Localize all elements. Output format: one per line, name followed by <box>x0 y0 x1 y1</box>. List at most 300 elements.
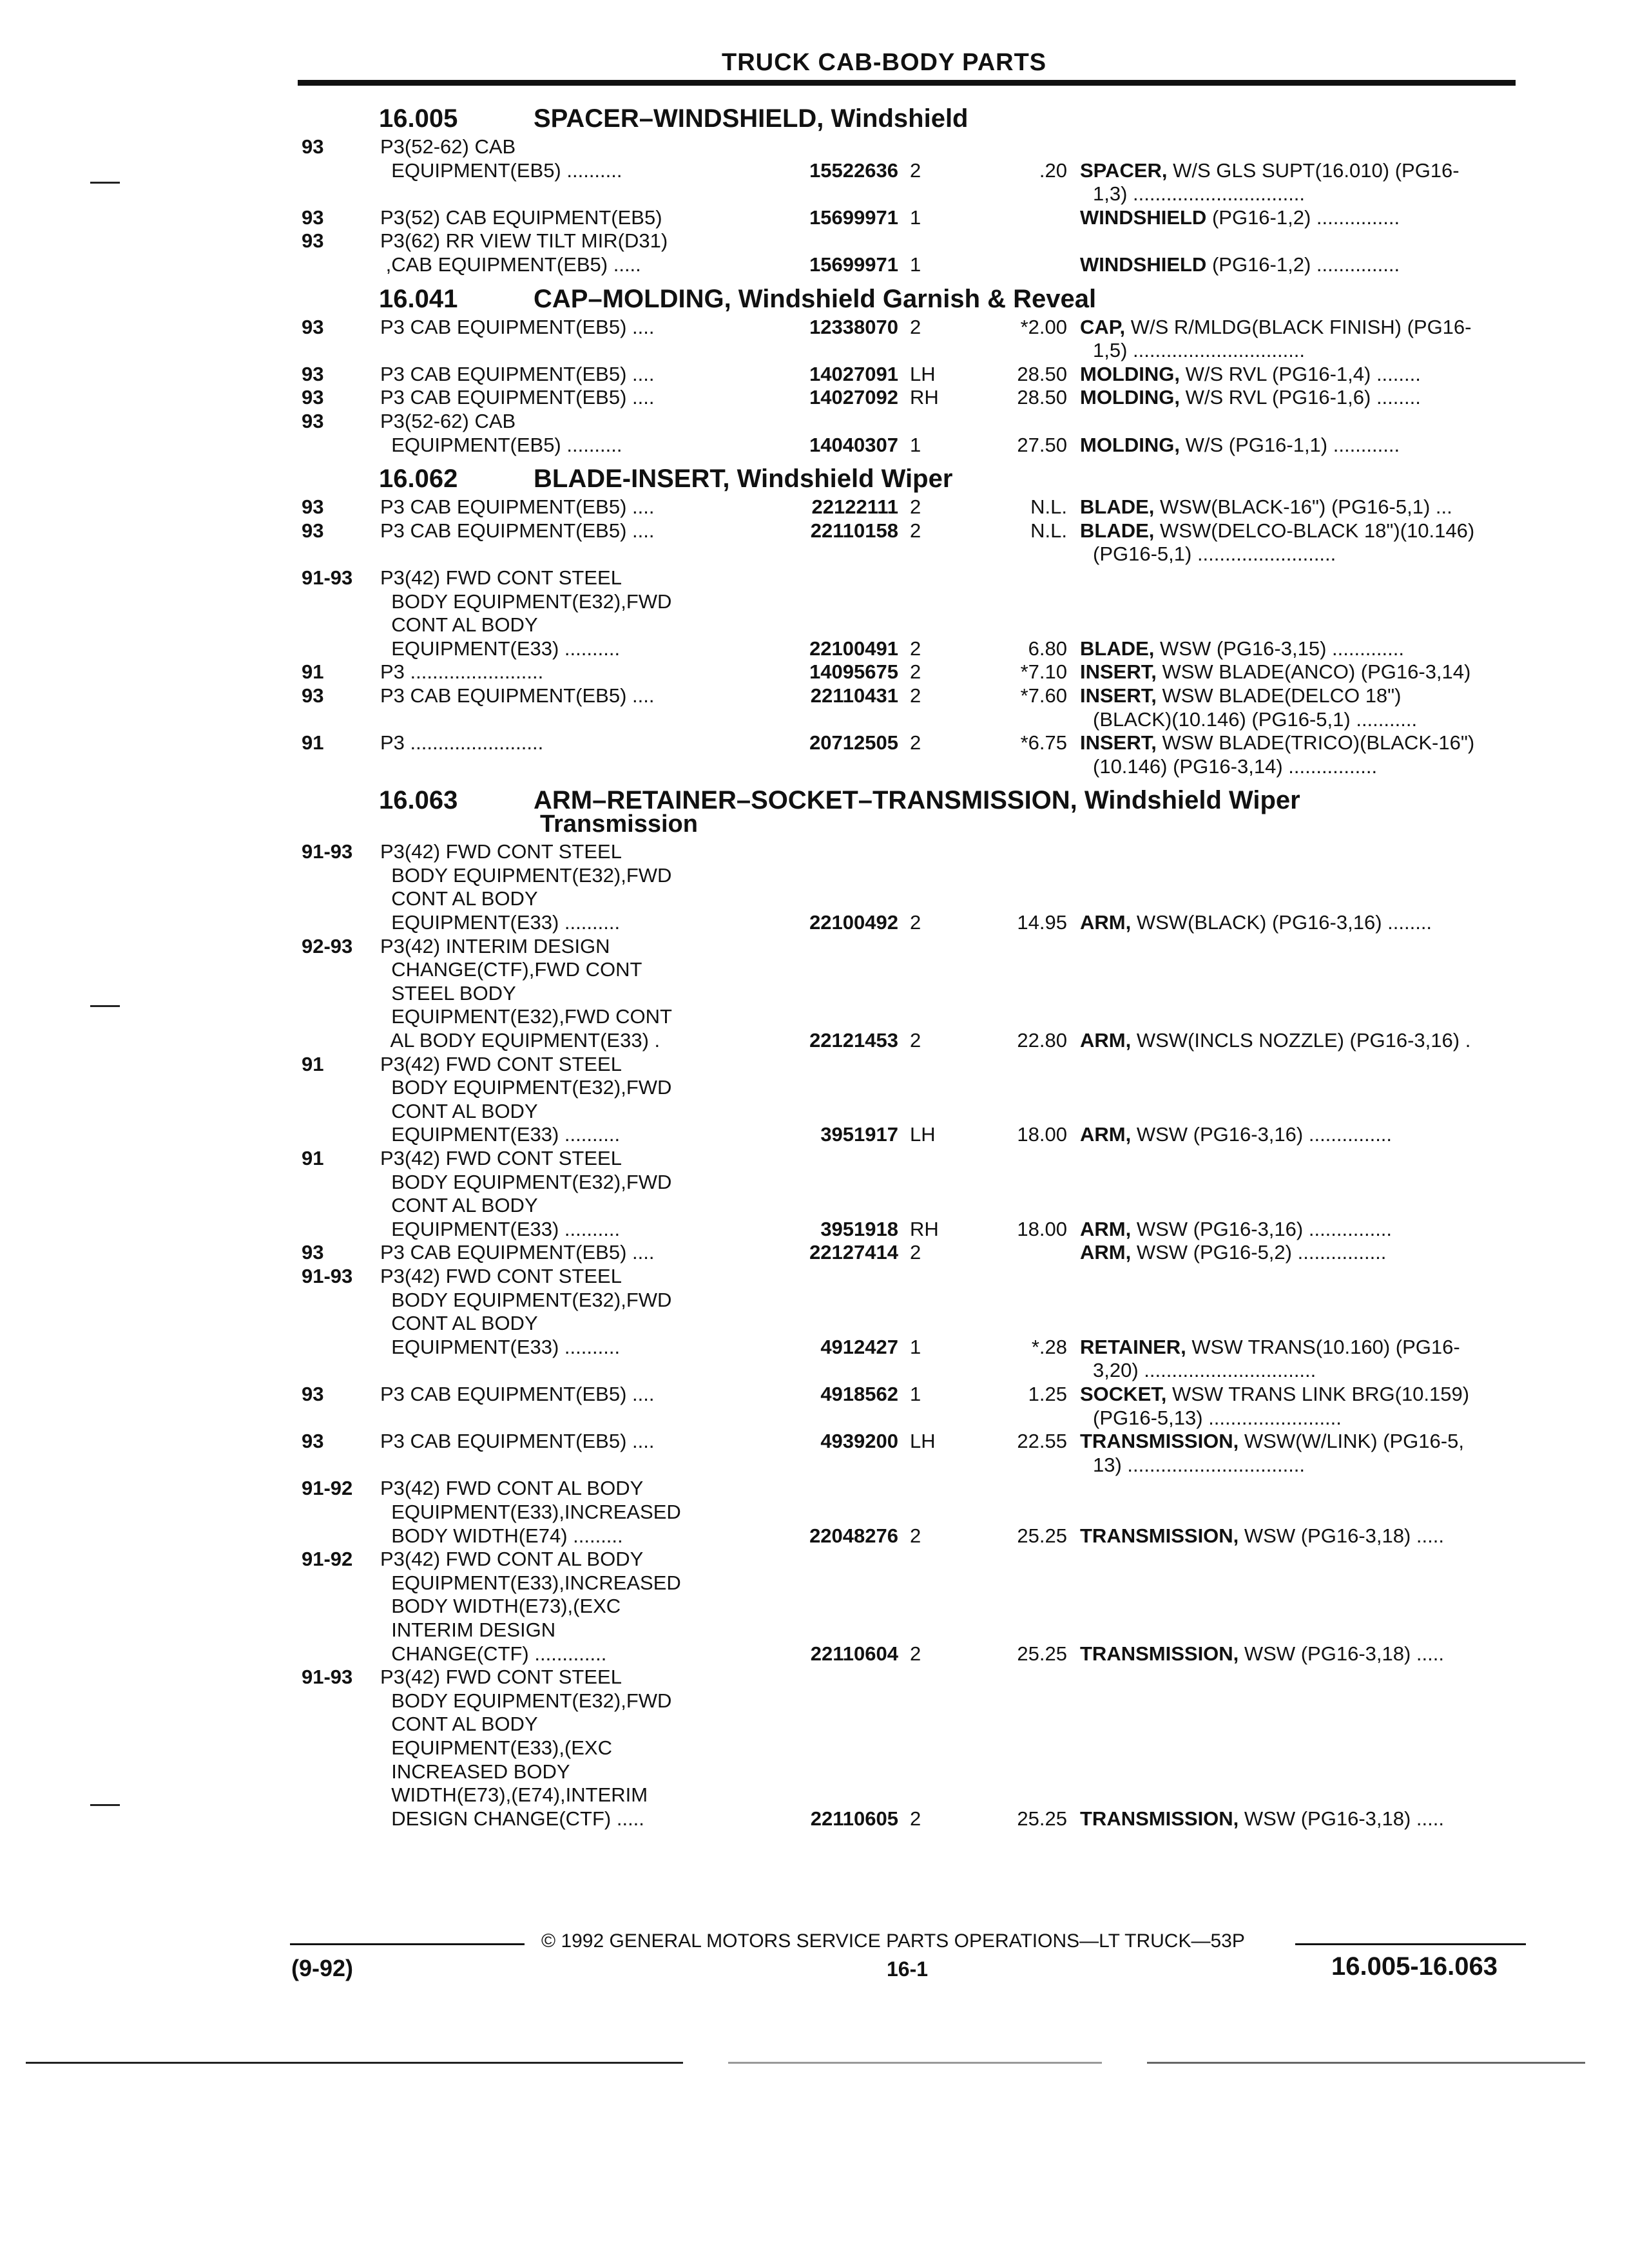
part-name-keyword: TRANSMISSION, <box>1080 1807 1239 1830</box>
part-name-line <box>1080 1430 1531 1454</box>
part-name-detail: W/S RVL (PG16-1,6) ........ <box>1185 386 1421 409</box>
application-description <box>380 840 999 934</box>
part-number: 22127414 <box>809 1241 898 1264</box>
part-name-line <box>1080 316 1531 340</box>
table-row <box>284 410 1527 457</box>
model-year: 91-92 <box>302 1548 353 1571</box>
application-description <box>380 660 999 684</box>
description-line: P3(42) FWD CONT STEEL <box>380 840 622 863</box>
part-name-line <box>1080 1241 1531 1265</box>
table-row <box>284 684 1527 731</box>
part-name-detail: WSW(W/LINK) (PG16-5, <box>1244 1430 1464 1453</box>
part-name-line <box>1080 386 1531 410</box>
section-number: 16.063 <box>379 786 458 815</box>
description-line: P3 CAB EQUIPMENT(EB5) .... <box>380 315 655 338</box>
quantity: LH <box>910 1430 936 1453</box>
footer-section-range: 16.005-16.063 <box>1331 1952 1498 1981</box>
model-year: 92-93 <box>302 934 353 957</box>
part-name-detail: WSW(INCLS NOZZLE) (PG16-3,16) . <box>1136 1029 1471 1052</box>
section-title: SPACER–WINDSHIELD, Windshield <box>534 104 969 133</box>
part-name-detail: WSW (PG16-3,16) ............... <box>1136 1123 1393 1146</box>
table-row <box>284 840 1527 934</box>
part-name-detail: WSW BLADE(DELCO 18") <box>1162 684 1402 707</box>
application-description <box>380 519 999 543</box>
price: *7.10 <box>1020 660 1067 684</box>
part-name-detail: W/S R/MLDG(BLACK FINISH) (PG16- <box>1130 315 1472 338</box>
part-name-detail: WSW BLADE(TRICO)(BLACK-16") <box>1162 731 1475 754</box>
application-description <box>380 1147 999 1241</box>
table-row <box>284 1548 1527 1666</box>
part-name-line <box>1080 363 1531 387</box>
part-name-detail: WSW (PG16-3,18) ..... <box>1244 1642 1444 1665</box>
part-name-keyword: INSERT, <box>1080 731 1157 754</box>
price: 1.25 <box>1028 1383 1067 1406</box>
part-name <box>1080 1807 1531 1831</box>
section-number: 16.062 <box>379 465 458 494</box>
description-line: BODY EQUIPMENT(E32),FWD <box>380 1076 672 1099</box>
price: *.28 <box>1031 1335 1067 1358</box>
description-line: STEEL BODY <box>380 981 516 1004</box>
description-line: EQUIPMENT(E33) .......... <box>380 1335 621 1358</box>
section-heading <box>284 459 1527 495</box>
model-year: 93 <box>302 1383 324 1406</box>
price: 28.50 <box>1017 362 1067 385</box>
description-line: P3 CAB EQUIPMENT(EB5) .... <box>380 1383 655 1406</box>
quantity: 2 <box>910 1524 921 1547</box>
model-year: 91-93 <box>302 1265 353 1288</box>
part-number: 22110605 <box>810 1807 898 1830</box>
quantity: 2 <box>910 731 921 754</box>
description-line: BODY EQUIPMENT(E32),FWD <box>380 1689 672 1712</box>
footer-date: (9-92) <box>291 1955 354 1981</box>
part-name-detail: (PG16-1,2) ............... <box>1211 253 1400 276</box>
price: *2.00 <box>1020 315 1067 338</box>
table-row <box>284 1383 1527 1430</box>
description-line: CHANGE(CTF) ............. <box>380 1642 607 1665</box>
quantity: LH <box>910 362 936 385</box>
description-line: P3(42) FWD CONT AL BODY <box>380 1477 644 1500</box>
description-line: BODY EQUIPMENT(E32),FWD <box>380 590 672 613</box>
quantity: 2 <box>910 637 921 660</box>
quantity: 2 <box>910 911 921 934</box>
part-name-detail: WSW (PG16-3,18) ..... <box>1244 1524 1444 1547</box>
description-line: BODY EQUIPMENT(E32),FWD <box>380 1170 672 1193</box>
description-line: P3 CAB EQUIPMENT(EB5) .... <box>380 495 655 519</box>
part-name-continued: (PG16-5,1) ......................... <box>1093 543 1336 566</box>
quantity: 2 <box>910 1241 921 1264</box>
part-number: 3951918 <box>820 1217 898 1240</box>
part-name <box>1080 316 1531 363</box>
part-number: 22110604 <box>810 1642 898 1665</box>
scan-edge-line <box>1147 2062 1585 2064</box>
section-title: CAP–MOLDING, Windshield Garnish & Reveal <box>534 284 1097 313</box>
quantity: 2 <box>910 684 921 707</box>
description-line: P3 CAB EQUIPMENT(EB5) .... <box>380 1430 655 1453</box>
part-name <box>1080 1123 1531 1147</box>
part-number: 12338070 <box>809 315 898 338</box>
part-name-detail: WSW (PG16-3,18) ..... <box>1244 1807 1444 1830</box>
model-year: 93 <box>302 229 324 253</box>
description-line: CONT AL BODY <box>380 887 538 910</box>
scan-edge-line <box>728 2062 1102 2064</box>
description-line: EQUIPMENT(E33),(EXC <box>380 1736 612 1759</box>
part-name-keyword: MOLDING, <box>1080 433 1180 456</box>
part-number: 4912427 <box>820 1335 898 1358</box>
part-number: 22121453 <box>809 1029 898 1052</box>
price: 14.95 <box>1017 911 1067 934</box>
description-line: P3 CAB EQUIPMENT(EB5) .... <box>380 1241 655 1264</box>
application-description <box>380 1265 999 1359</box>
description-line: CHANGE(CTF),FWD CONT <box>380 958 642 981</box>
part-name <box>1080 1029 1531 1053</box>
part-number: 14027092 <box>809 386 898 409</box>
part-name-detail: WSW BLADE(ANCO) (PG16-3,14) <box>1162 660 1471 684</box>
part-name-line <box>1080 434 1531 457</box>
description-line: P3 CAB EQUIPMENT(EB5) .... <box>380 386 655 409</box>
description-line: WIDTH(E73),(E74),INTERIM <box>380 1783 648 1807</box>
part-name-line <box>1080 495 1531 519</box>
quantity: 2 <box>910 1029 921 1052</box>
description-line: INCREASED BODY <box>380 1760 570 1783</box>
footer-rule-right <box>1295 1943 1526 1945</box>
part-name <box>1080 1383 1531 1430</box>
application-description <box>380 206 999 230</box>
model-year: 93 <box>302 135 324 158</box>
part-name <box>1080 495 1531 519</box>
part-name-keyword: INSERT, <box>1080 660 1157 684</box>
part-number: 4918562 <box>820 1383 898 1406</box>
part-name-keyword: BLADE, <box>1080 519 1155 542</box>
description-line: EQUIPMENT(E33) .......... <box>380 1123 621 1146</box>
model-year: 91-93 <box>302 1666 353 1689</box>
table-row <box>284 495 1527 519</box>
part-name-detail: WSW(BLACK-16") (PG16-5,1) ... <box>1160 495 1452 519</box>
part-name-keyword: TRANSMISSION, <box>1080 1642 1239 1665</box>
part-name <box>1080 519 1531 566</box>
description-line: P3 CAB EQUIPMENT(EB5) .... <box>380 519 655 542</box>
description-line: DESIGN CHANGE(CTF) ..... <box>380 1807 644 1830</box>
quantity: 1 <box>910 206 921 229</box>
section-number: 16.041 <box>379 284 458 313</box>
description-line: EQUIPMENT(E32),FWD CONT <box>380 1005 672 1028</box>
application-description <box>380 229 999 276</box>
table-row <box>284 135 1527 206</box>
part-name-keyword: TRANSMISSION, <box>1080 1524 1239 1547</box>
description-line: P3(42) FWD CONT STEEL <box>380 1666 622 1689</box>
model-year: 91 <box>302 1147 324 1170</box>
part-name-line <box>1080 1123 1531 1147</box>
quantity: 2 <box>910 1807 921 1830</box>
description-line: INTERIM DESIGN <box>380 1619 556 1641</box>
part-name-keyword: SOCKET, <box>1080 1383 1167 1406</box>
part-name-line <box>1080 911 1531 935</box>
model-year: 93 <box>302 386 324 409</box>
description-line: CONT AL BODY <box>380 1312 538 1335</box>
part-name-continued: (BLACK)(10.146) (PG16-5,1) ........... <box>1093 707 1418 731</box>
table-row <box>284 229 1527 276</box>
application-description <box>380 1383 999 1407</box>
description-line: CONT AL BODY <box>380 1713 538 1736</box>
quantity: LH <box>910 1123 936 1146</box>
price: *7.60 <box>1020 684 1067 707</box>
quantity: RH <box>910 1217 939 1240</box>
part-number: 14095675 <box>809 660 898 684</box>
part-name-line <box>1080 159 1531 183</box>
quantity: 2 <box>910 519 921 542</box>
table-row <box>284 206 1527 230</box>
model-year: 93 <box>302 519 324 542</box>
part-name <box>1080 159 1531 206</box>
description-line: P3(52-62) CAB <box>380 409 516 432</box>
description-line: P3(42) INTERIM DESIGN <box>380 934 610 957</box>
quantity: 1 <box>910 1335 921 1358</box>
table-row <box>284 660 1527 684</box>
part-name <box>1080 1218 1531 1242</box>
model-year: 93 <box>302 495 324 519</box>
part-name-line <box>1080 684 1531 708</box>
table-row <box>284 566 1527 660</box>
description-line: P3(52) CAB EQUIPMENT(EB5) <box>380 206 662 229</box>
price: .20 <box>1039 159 1067 182</box>
part-number: 22100492 <box>809 911 898 934</box>
application-description <box>380 566 999 660</box>
part-name-line <box>1080 1383 1531 1407</box>
part-name <box>1080 363 1531 387</box>
price: 18.00 <box>1017 1217 1067 1240</box>
table-row <box>284 386 1527 410</box>
part-name-keyword: SPACER, <box>1080 159 1168 182</box>
part-name-keyword: WINDSHIELD <box>1080 253 1207 276</box>
application-description <box>380 1548 999 1666</box>
part-number: 3951917 <box>820 1123 898 1146</box>
description-line: BODY WIDTH(E73),(EXC <box>380 1595 621 1618</box>
part-name-detail: WSW (PG16-5,2) ................ <box>1136 1241 1387 1264</box>
model-year: 93 <box>302 1241 324 1264</box>
application-description <box>380 1241 999 1265</box>
description-line: P3 ........................ <box>380 660 544 684</box>
table-row <box>284 316 1527 363</box>
part-name <box>1080 1241 1531 1265</box>
part-name-keyword: RETAINER, <box>1080 1335 1186 1358</box>
part-name-keyword: MOLDING, <box>1080 362 1180 385</box>
quantity: 2 <box>910 660 921 684</box>
application-description <box>380 731 999 755</box>
part-name-line <box>1080 1336 1531 1360</box>
description-line: P3(62) RR VIEW TILT MIR(D31) <box>380 229 668 253</box>
part-name-keyword: ARM, <box>1080 1123 1132 1146</box>
part-name-line <box>1080 1642 1531 1666</box>
part-name-line <box>1080 660 1531 684</box>
part-name-detail: W/S GLS SUPT(16.010) (PG16- <box>1173 159 1460 182</box>
description-line: EQUIPMENT(E33) .......... <box>380 637 621 660</box>
part-name-line <box>1080 731 1531 755</box>
scan-edge-line <box>26 2062 683 2064</box>
part-name <box>1080 1642 1531 1666</box>
model-year: 93 <box>302 1430 324 1453</box>
description-line: CONT AL BODY <box>380 613 538 637</box>
part-name-detail: W/S (PG16-1,1) ............ <box>1185 433 1400 456</box>
section-title: BLADE-INSERT, Windshield Wiper <box>534 465 953 494</box>
part-name-keyword: ARM, <box>1080 1217 1132 1240</box>
description-line: P3 CAB EQUIPMENT(EB5) .... <box>380 684 655 707</box>
part-name-detail: WSW(DELCO-BLACK 18")(10.146) <box>1160 519 1475 542</box>
part-number: 22048276 <box>809 1524 898 1547</box>
application-description <box>380 363 999 387</box>
price: N.L. <box>1030 495 1067 519</box>
part-name-continued: 1,3) ............................... <box>1093 182 1306 206</box>
part-number: 22110431 <box>810 684 898 707</box>
price: 25.25 <box>1017 1524 1067 1547</box>
model-year: 93 <box>302 684 324 707</box>
part-name-line <box>1080 206 1531 230</box>
page-title: TRUCK CAB-BODY PARTS <box>722 49 1047 76</box>
description-line: ,CAB EQUIPMENT(EB5) ..... <box>380 253 641 276</box>
description-line: P3 ........................ <box>380 731 544 754</box>
part-name <box>1080 206 1531 230</box>
model-year: 91-93 <box>302 566 353 589</box>
table-row <box>284 935 1527 1053</box>
application-description <box>380 1477 999 1548</box>
price: 28.50 <box>1017 386 1067 409</box>
part-name-line <box>1080 1218 1531 1242</box>
part-name-detail: WSW TRANS LINK BRG(10.159) <box>1171 1383 1470 1406</box>
model-year: 91 <box>302 660 324 684</box>
part-number: 15699971 <box>809 206 898 229</box>
description-line: BODY WIDTH(E74) ......... <box>380 1524 623 1547</box>
model-year: 91-93 <box>302 840 353 863</box>
section-number: 16.005 <box>379 104 458 133</box>
quantity: 2 <box>910 495 921 519</box>
description-line: AL BODY EQUIPMENT(E33) . <box>380 1029 660 1052</box>
quantity: 2 <box>910 315 921 338</box>
section-heading <box>284 99 1527 135</box>
part-name <box>1080 1430 1531 1477</box>
table-row <box>284 1147 1527 1241</box>
footer-rule-left <box>290 1943 525 1945</box>
part-name-keyword: BLADE, <box>1080 637 1155 660</box>
part-name-detail: (PG16-1,2) ............... <box>1211 206 1400 229</box>
quantity: 1 <box>910 433 921 456</box>
description-line: P3(42) FWD CONT STEEL <box>380 1052 622 1075</box>
model-year: 91 <box>302 731 324 754</box>
part-name-continued: 13) ................................ <box>1093 1453 1306 1476</box>
model-year: 91-92 <box>302 1477 353 1500</box>
application-description <box>380 410 999 457</box>
part-name-continued: 1,5) ............................... <box>1093 339 1306 362</box>
part-name-detail: WSW (PG16-3,16) ............... <box>1136 1217 1393 1240</box>
price: N.L. <box>1030 519 1067 542</box>
price: 22.55 <box>1017 1430 1067 1453</box>
part-name-line <box>1080 253 1531 277</box>
part-number: 22122111 <box>811 495 898 519</box>
margin-mark <box>90 1804 120 1806</box>
quantity: RH <box>910 386 939 409</box>
part-number: 4939200 <box>820 1430 898 1453</box>
description-line: CONT AL BODY <box>380 1099 538 1122</box>
section-title: ARM–RETAINER–SOCKET–TRANSMISSION, Windshield Wiper <box>534 786 1300 815</box>
table-row <box>284 519 1527 566</box>
description-line: P3(42) FWD CONT AL BODY <box>380 1548 644 1571</box>
part-name-keyword: BLADE, <box>1080 495 1155 519</box>
quantity: 1 <box>910 1383 921 1406</box>
table-row <box>284 731 1527 778</box>
description-line: CONT AL BODY <box>380 1194 538 1217</box>
description-line: BODY EQUIPMENT(E32),FWD <box>380 1288 672 1311</box>
model-year: 91 <box>302 1052 324 1075</box>
part-name-detail: WSW(BLACK) (PG16-3,16) ........ <box>1136 911 1432 934</box>
quantity: 2 <box>910 1642 921 1665</box>
part-name-keyword: INSERT, <box>1080 684 1157 707</box>
application-description <box>380 386 999 410</box>
application-description <box>380 316 999 340</box>
description-line: P3(52-62) CAB <box>380 135 516 158</box>
part-name <box>1080 386 1531 410</box>
description-line: EQUIPMENT(E33) .......... <box>380 1217 621 1240</box>
description-line: P3 CAB EQUIPMENT(EB5) .... <box>380 362 655 385</box>
section-heading <box>284 781 1527 840</box>
part-name <box>1080 1336 1531 1383</box>
part-name-keyword: TRANSMISSION, <box>1080 1430 1239 1453</box>
quantity: 2 <box>910 159 921 182</box>
model-year: 93 <box>302 315 324 338</box>
quantity: 1 <box>910 253 921 276</box>
section-heading <box>284 280 1527 316</box>
part-name <box>1080 911 1531 935</box>
part-number: 22110158 <box>810 519 898 542</box>
description-line: P3(42) FWD CONT STEEL <box>380 566 622 589</box>
part-name <box>1080 731 1531 778</box>
section-title-continued: Transmission <box>540 811 698 838</box>
part-name-line <box>1080 637 1531 661</box>
part-name-line <box>1080 519 1531 543</box>
table-row <box>284 1430 1527 1477</box>
part-number: 14040307 <box>809 433 898 456</box>
table-row <box>284 1241 1527 1265</box>
part-number: 20712505 <box>809 731 898 754</box>
application-description <box>380 684 999 708</box>
description-line: P3(42) FWD CONT STEEL <box>380 1147 622 1170</box>
price: 27.50 <box>1017 433 1067 456</box>
part-name-continued: 3,20) ............................... <box>1093 1359 1316 1382</box>
part-name-continued: (10.146) (PG16-3,14) ................ <box>1093 754 1378 778</box>
part-name-keyword: WINDSHIELD <box>1080 206 1207 229</box>
application-description <box>380 1666 999 1831</box>
model-year: 93 <box>302 206 324 229</box>
part-name-line <box>1080 1524 1531 1548</box>
part-number: 14027091 <box>809 362 898 385</box>
description-line: BODY EQUIPMENT(E32),FWD <box>380 863 672 887</box>
part-name-detail: WSW TRANS(10.160) (PG16- <box>1191 1335 1460 1358</box>
model-year: 93 <box>302 362 324 385</box>
part-name <box>1080 660 1531 684</box>
part-name <box>1080 684 1531 731</box>
description-line: EQUIPMENT(E33) .......... <box>380 911 621 934</box>
table-row <box>284 1265 1527 1383</box>
part-name-keyword: ARM, <box>1080 1241 1132 1264</box>
part-number: 15699971 <box>809 253 898 276</box>
part-name-detail: W/S RVL (PG16-1,4) ........ <box>1185 362 1421 385</box>
part-name-line <box>1080 1807 1531 1831</box>
footer-page-number: 16-1 <box>887 1957 929 1981</box>
description-line: EQUIPMENT(EB5) .......... <box>380 159 622 182</box>
part-name <box>1080 253 1531 277</box>
part-name <box>1080 637 1531 661</box>
description-line: P3(42) FWD CONT STEEL <box>380 1265 622 1288</box>
price: 25.25 <box>1017 1642 1067 1665</box>
description-line: EQUIPMENT(E33),INCREASED <box>380 1501 681 1524</box>
part-number: 15522636 <box>809 159 898 182</box>
application-description <box>380 135 999 182</box>
